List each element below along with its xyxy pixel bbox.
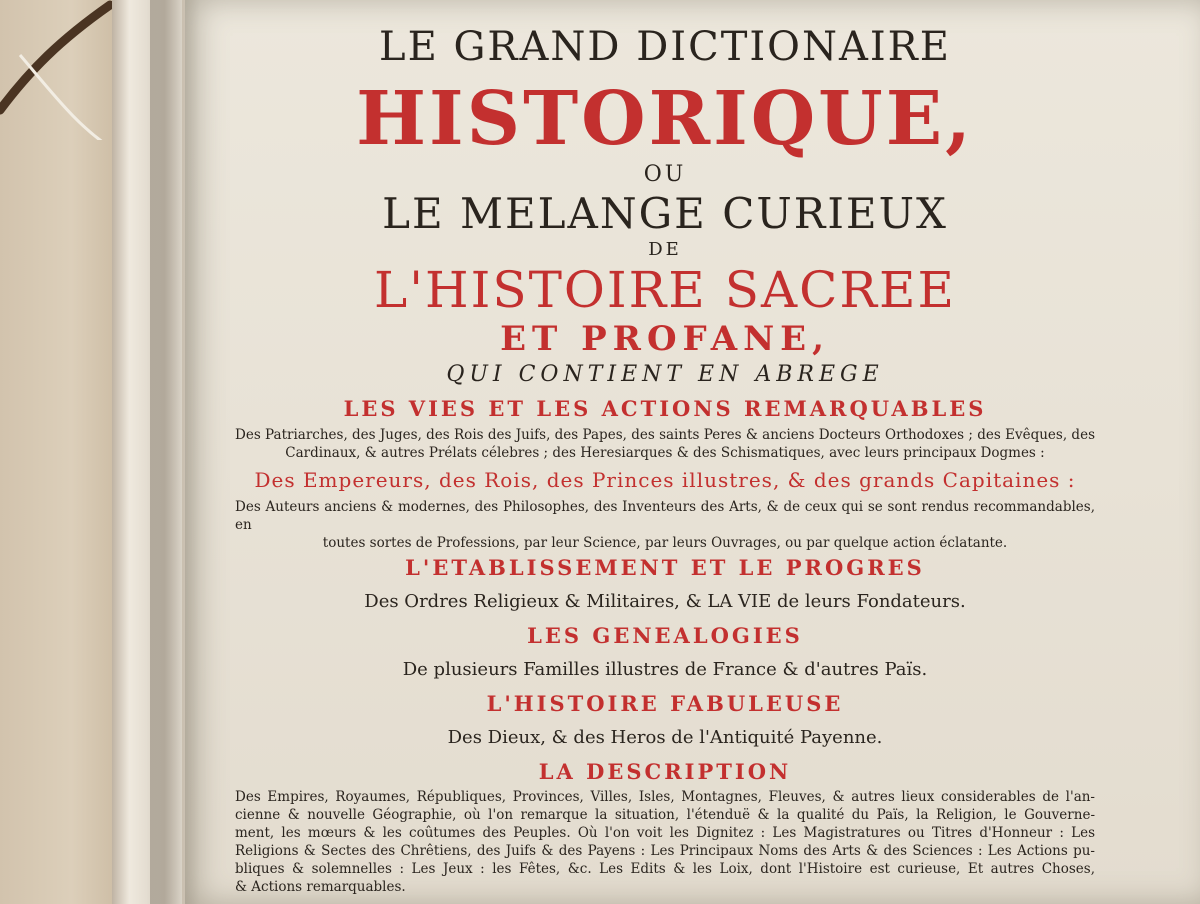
title-line-14: De plusieurs Familles illustres de France & d'autres Païs. [402,659,928,680]
title-line-9: LES VIES ET LES ACTIONS REMARQUABLES [343,396,987,421]
title-line-1: LE GRAND DICTIONAIRE [379,24,951,70]
binding-cord [0,0,130,140]
paragraph-3-line-6: & Actions remarquables. [235,879,406,895]
title-line-7: ET PROFANE, [500,319,830,359]
title-page-text [235,18,1095,896]
title-line-2: HISTORIQUE, [356,76,974,162]
title-line-12: Des Ordres Religieux & Militaires, & LA VIE de leurs Fondateurs. [364,591,966,612]
title-line-13: LES GENEALOGIES [527,623,803,648]
paragraph-3-line-1: Des Empires, Royaumes, Républiques, Provinces, Villes, Isles, Montagnes, Fleuves, & autres lieux considerables de l'an- [235,789,1095,805]
title-line-16: Des Dieux, & des Heros de l'Antiquité Payenne. [447,727,883,748]
paragraph-2-line-1: Des Auteurs anciens & modernes, des Philosophes, des Inventeurs des Arts, & de ceux qui se sont rendus recommandables, en [235,499,1095,533]
title-line-5: DE [648,239,682,260]
title-line-4: LE MELANGE CURIEUX [382,189,948,238]
paragraph-3-line-3: ment, les mœurs & les coûtumes des Peuples. Où l'on voit les Dignitez : Les Magistratures ou Titres d'Honneur : Les [235,825,1095,841]
title-line-6: L'HISTOIRE SACREE [374,261,956,319]
paragraph-1-line-2: Cardinaux, & autres Prélats célebres ; des Heresiarques & des Schismatiques, avec leurs principaux Dogmes : [285,445,1045,461]
title-line-8: QUI CONTIENT EN ABREGE [446,362,884,387]
gutter-shadow [150,0,200,904]
paragraph-2-line-2: toutes sortes de Professions, par leur Science, par leurs Ouvrages, ou par quelque action éclatante. [322,535,1008,551]
paragraph-3-line-5: bliques & solemnelles : Les Jeux : les Fêtes, &c. Les Edits & les Loix, dont l'Histoire est curieuse, Et autres Choses, [235,861,1095,877]
title-line-10: Des Empereurs, des Rois, des Princes illustres, & des grands Capitaines : [254,468,1076,492]
title-line-11: L'ETABLISSEMENT ET LE PROGRES [405,555,925,580]
paragraph-1-line-1: Des Patriarches, des Juges, des Rois des Juifs, des Papes, des saints Peres & anciens Docteurs Orthodoxes ; des Evêques, des [235,427,1095,443]
title-line-15: L'HISTOIRE FABULEUSE [486,691,844,716]
paragraph-3-line-4: Religions & Sectes des Chrêtiens, des Juifs & des Payens : Les Principaux Noms des Arts & des Sciences : Les Actions pu- [235,843,1095,859]
title-line-17: LA DESCRIPTION [538,759,792,784]
title-line-3: OU [643,162,687,187]
paragraph-3-line-2: cienne & nouvelle Géographie, où l'on remarque la situation, l'étenduë & la qualité du Païs, la Religion, le Gouverne- [235,807,1095,823]
